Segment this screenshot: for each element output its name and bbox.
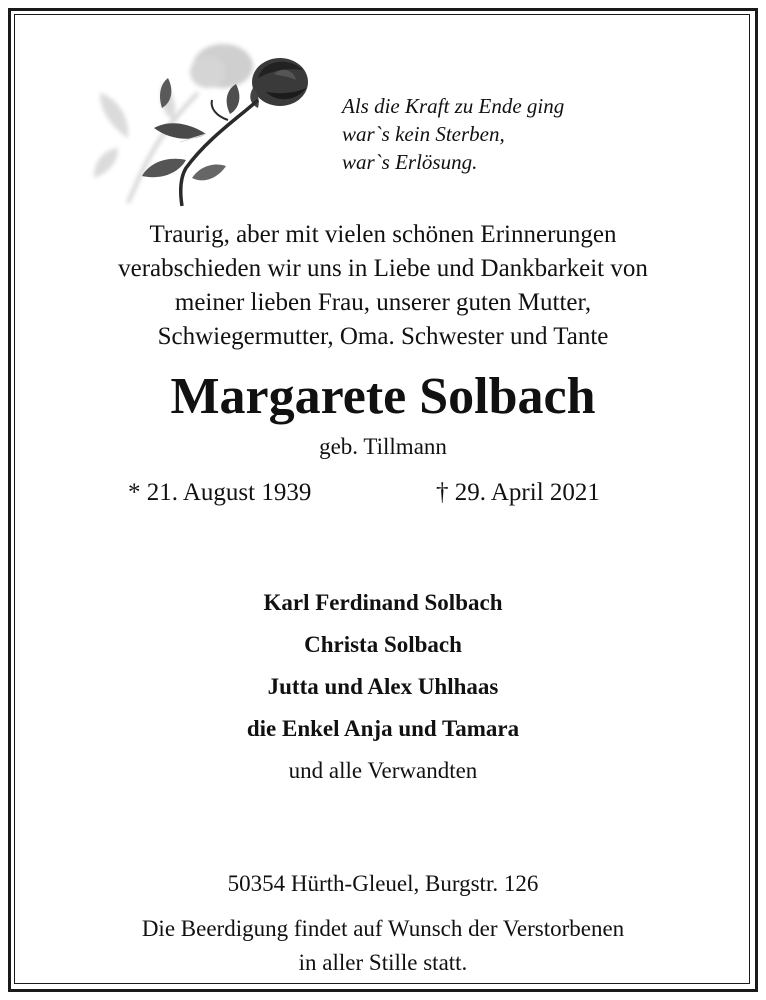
death-date: † 29. April 2021 — [436, 479, 600, 506]
intro-line: Schwiegermutter, Oma. Schwester und Tante — [157, 323, 609, 350]
funeral-line: Die Beerdigung findet auf Wunsch der Verstorbenen — [141, 916, 625, 941]
quote-line: war`s kein Sterben, — [342, 122, 505, 146]
funeral-line: in aller Stille statt. — [298, 950, 468, 975]
maiden-name: geb. Tillmann — [319, 434, 447, 459]
mourner-name: Christa Solbach — [304, 632, 462, 657]
intro-line: Traurig, aber mit vielen schönen Erinnerungen — [149, 221, 617, 248]
mourner-name: Jutta und Alex Uhlhaas — [267, 674, 499, 699]
mourners-list — [0, 582, 766, 792]
relatives-line: und alle Verwandten — [288, 758, 478, 783]
intro-line: verabschieden wir uns in Liebe und Dankbarkeit von — [118, 255, 648, 282]
intro-text — [0, 218, 766, 354]
address: 50354 Hürth-Gleuel, Burgstr. 126 — [227, 871, 539, 896]
quote-line: Als die Kraft zu Ende ging — [342, 94, 565, 118]
funeral-notice — [0, 912, 766, 980]
mourner-name: Karl Ferdinand Solbach — [263, 590, 503, 615]
rose-icon — [88, 38, 320, 208]
birth-date: * 21. August 1939 — [128, 479, 312, 506]
quote-line: war`s Erlösung. — [342, 150, 478, 174]
mourner-name: die Enkel Anja und Tamara — [246, 716, 520, 741]
deceased-name: Margarete Solbach — [170, 368, 596, 425]
intro-line: meiner lieben Frau, unserer guten Mutter, — [174, 289, 592, 316]
quote — [342, 92, 564, 176]
